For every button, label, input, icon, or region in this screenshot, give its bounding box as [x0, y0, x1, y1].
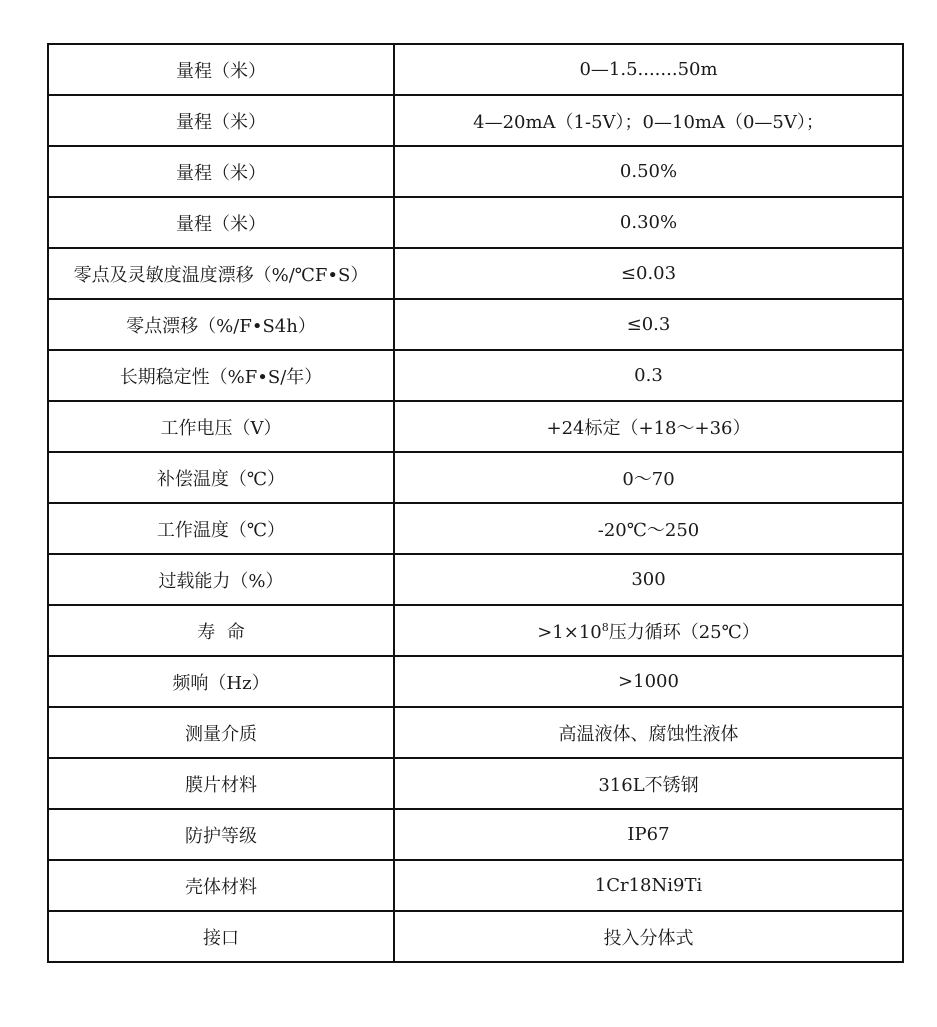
row-value: 0.3	[394, 350, 903, 401]
row-value: 300	[394, 554, 903, 605]
row-label: 量程（米）	[48, 197, 394, 248]
row-label: 测量介质	[48, 707, 394, 758]
row-label: 过载能力（%）	[48, 554, 394, 605]
row-value: 0—1.5.......50m	[394, 44, 903, 95]
table-row	[48, 401, 903, 452]
lifespan-suffix: 压力循环（25℃）	[608, 621, 760, 643]
table-row	[48, 503, 903, 554]
row-label: 量程（米）	[48, 146, 394, 197]
row-label: 接口	[48, 911, 394, 962]
row-value: 0.50%	[394, 146, 903, 197]
spec-table	[47, 43, 904, 963]
row-value: 1Cr18Ni9Ti	[394, 860, 903, 911]
row-value: >1000	[394, 656, 903, 707]
row-label: 壳体材料	[48, 860, 394, 911]
table-row	[48, 758, 903, 809]
row-value: 高温液体、腐蚀性液体	[394, 707, 903, 758]
row-label: 频响（Hz）	[48, 656, 394, 707]
row-value: ≤0.3	[394, 299, 903, 350]
row-label: 量程（米）	[48, 95, 394, 146]
table-row	[48, 656, 903, 707]
row-label: 工作电压（V）	[48, 401, 394, 452]
table-row	[48, 44, 903, 95]
row-label: 补偿温度（℃）	[48, 452, 394, 503]
table-row	[48, 452, 903, 503]
lifespan-exponent: 8	[601, 620, 609, 634]
row-value: IP67	[394, 809, 903, 860]
row-label: 防护等级	[48, 809, 394, 860]
row-value: +24标定（+18～+36）	[394, 401, 903, 452]
row-label: 零点及灵敏度温度漂移（%/℃F•S）	[48, 248, 394, 299]
row-value: 投入分体式	[394, 911, 903, 962]
row-value: 0.30%	[394, 197, 903, 248]
row-value: 0～70	[394, 452, 903, 503]
row-label: 寿 命	[48, 605, 394, 656]
row-value: 316L不锈钢	[394, 758, 903, 809]
lifespan-base: >1×10	[537, 621, 602, 643]
row-label: 零点漂移（%/F•S4h）	[48, 299, 394, 350]
row-value	[394, 605, 903, 656]
row-label: 长期稳定性（%F•S/年）	[48, 350, 394, 401]
table-row	[48, 809, 903, 860]
row-value: 4—20mA（1-5V）；0—10mA（0—5V）；	[394, 95, 903, 146]
table-row	[48, 299, 903, 350]
table-row	[48, 146, 903, 197]
table-row	[48, 860, 903, 911]
row-value: -20℃～250	[394, 503, 903, 554]
row-label: 膜片材料	[48, 758, 394, 809]
table-row	[48, 605, 903, 656]
table-row	[48, 197, 903, 248]
table-row	[48, 911, 903, 962]
row-label: 工作温度（℃）	[48, 503, 394, 554]
table-row	[48, 95, 903, 146]
table-row	[48, 350, 903, 401]
row-label: 量程（米）	[48, 44, 394, 95]
table-row	[48, 248, 903, 299]
table-row	[48, 707, 903, 758]
row-value: ≤0.03	[394, 248, 903, 299]
table-row	[48, 554, 903, 605]
